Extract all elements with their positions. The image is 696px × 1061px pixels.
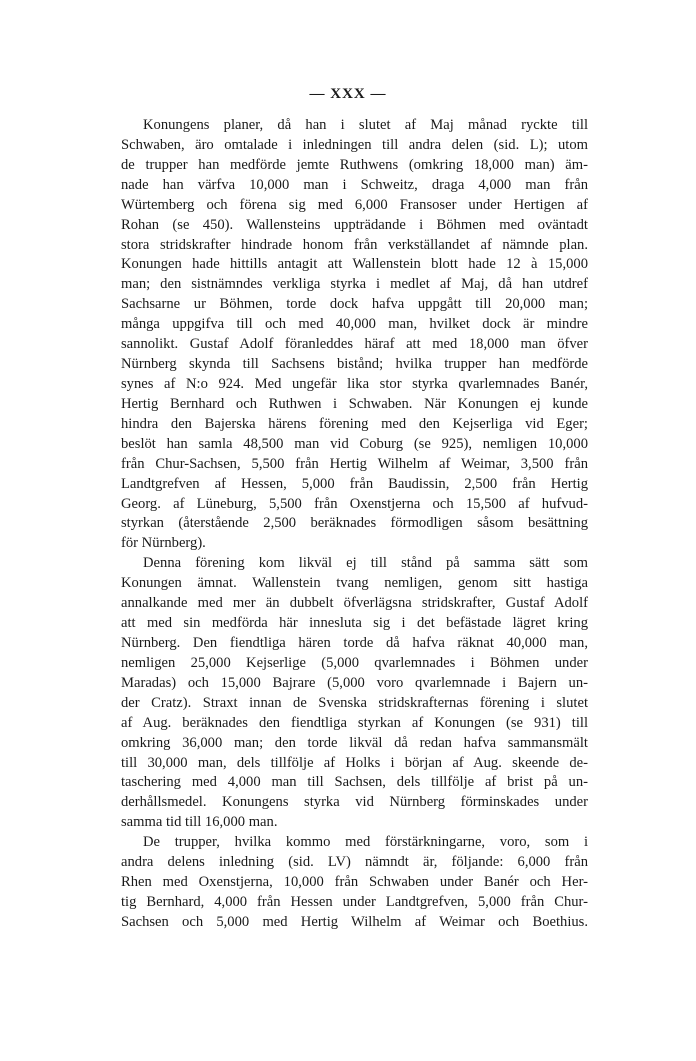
text-line: att med sin medförda här innesluta sig i det befästade lägret kring (121, 615, 588, 632)
text-line: stora stridskrafter hindrade honom från verkställandet af nämnde plan. (121, 236, 588, 253)
text-line: Konungen hade hittills antagit att Wallenstein blott hade 12 à 15,000 (121, 256, 588, 273)
text-line: derhållsmedel. Konungens styrka vid Nürnberg förminskades under (121, 794, 588, 811)
text-line: många uppgifva till och med 40,000 man, hvilket dock är mindre (121, 316, 588, 333)
text-line: beslöt han samla 48,500 man vid Coburg (se 925), nemligen 10,000 (121, 435, 588, 452)
text-line: Konungens planer, då han i slutet af Maj månad ryckte till (143, 117, 588, 133)
text-line: från Chur-Sachsen, 5,500 från Hertig Wilhelm af Weimar, 3,500 från (121, 455, 588, 472)
text-line: styrkan (återstående 2,500 beräknades förmodligen såsom besättning (121, 515, 588, 532)
page-number-header: — XXX — (309, 86, 387, 102)
text-line: nemligen 25,000 Kejserlige (5,000 qvarlemnades i Böhmen under (121, 654, 588, 671)
text-line: Rhen med Oxenstjerna, 10,000 från Schwaben under Banér och Her- (121, 874, 588, 891)
text-line: De trupper, hvilka kommo med förstärkningarne, voro, som i (143, 834, 588, 851)
text-line: samma tid till 16,000 man. (121, 814, 278, 831)
text-line: man; den sistnämndes verkliga styrka i medlet af Maj, då han utdref (121, 276, 588, 293)
text-line: Nürnberg skynda till Sachsens bistånd; hvilka trupper han medförde (121, 356, 588, 373)
text-line: Georg. af Lüneburg, 5,500 från Oxenstjerna och 15,500 af hufvud- (121, 495, 588, 512)
text-line: nade han värfva 10,000 man i Schweitz, draga 4,000 man från (121, 176, 588, 193)
text-line: Schwaben, äro omtalade i inledningen till andra delen (sid. L); utom (121, 136, 588, 153)
text-line: hindra den Bajerska härens förening med den Kejserliga vid Eger; (121, 415, 588, 432)
text-line: andra delens inledning (sid. LV) nämndt är, följande: 6,000 från (121, 854, 588, 871)
text-line: Sachsen och 5,000 med Hertig Wilhelm af Weimar och Boethius. (121, 913, 588, 930)
body-text (121, 116, 588, 933)
text-line: till 30,000 man, dels tillfölje af Holks i början af Aug. skeende de- (121, 754, 588, 771)
text-line: Denna förening kom likväl ej till stånd på samma sätt som (143, 555, 588, 572)
text-line: Nürnberg. Den fiendtliga hären torde då hafva räknat 40,000 man, (121, 634, 588, 651)
text-line: af Aug. beräknades den fiendtliga styrkan af Konungen (se 931) till (121, 714, 588, 731)
text-line: taschering med 4,000 man till Sachsen, dels tillfölje af brist på un- (121, 774, 588, 791)
text-line: Maradas) och 15,000 Bajrare (5,000 voro qvarlemnade i Bajern un- (121, 674, 588, 691)
text-line: sannolikt. Gustaf Adolf föranleddes häraf att med 18,000 man öfver (121, 336, 588, 353)
text-line: synes af N:o 924. Med ungefär lika stor styrka qvarlemnades Banér, (121, 375, 588, 392)
text-line: Landtgrefven af Hessen, 5,000 från Baudissin, 2,500 från Hertig (121, 475, 588, 492)
text-line: annalkande med mer än dubbelt öfverlägsna stridskrafter, Gustaf Adolf (121, 595, 588, 612)
text-line: Konungen ämnat. Wallenstein tvang nemligen, genom sitt hastiga (121, 575, 588, 592)
text-line: Sachsarne ur Böhmen, torde dock hafva uppgått till 20,000 man; (121, 296, 588, 313)
text-line: der Cratz). Straxt innan de Svenska stridskrafternas förening i slutet (121, 694, 588, 711)
text-line: tig Bernhard, 4,000 från Hessen under Landtgrefven, 5,000 från Chur- (121, 893, 588, 910)
text-line: för Nürnberg). (121, 535, 206, 552)
text-line: Hertig Bernhard och Ruthwen i Schwaben. När Konungen ej kunde (121, 395, 588, 412)
text-line: Würtemberg och förena sig med 6,000 Fransoser under Hertigen af (121, 196, 588, 213)
text-line: omkring 36,000 man; den torde likväl då redan hafva sammansmält (121, 734, 588, 751)
text-line: Rohan (se 450). Wallensteins uppträdande i Böhmen med oväntadt (121, 216, 588, 233)
text-line: de trupper han medförde jemte Ruthwens (omkring 18,000 man) äm- (121, 156, 588, 173)
